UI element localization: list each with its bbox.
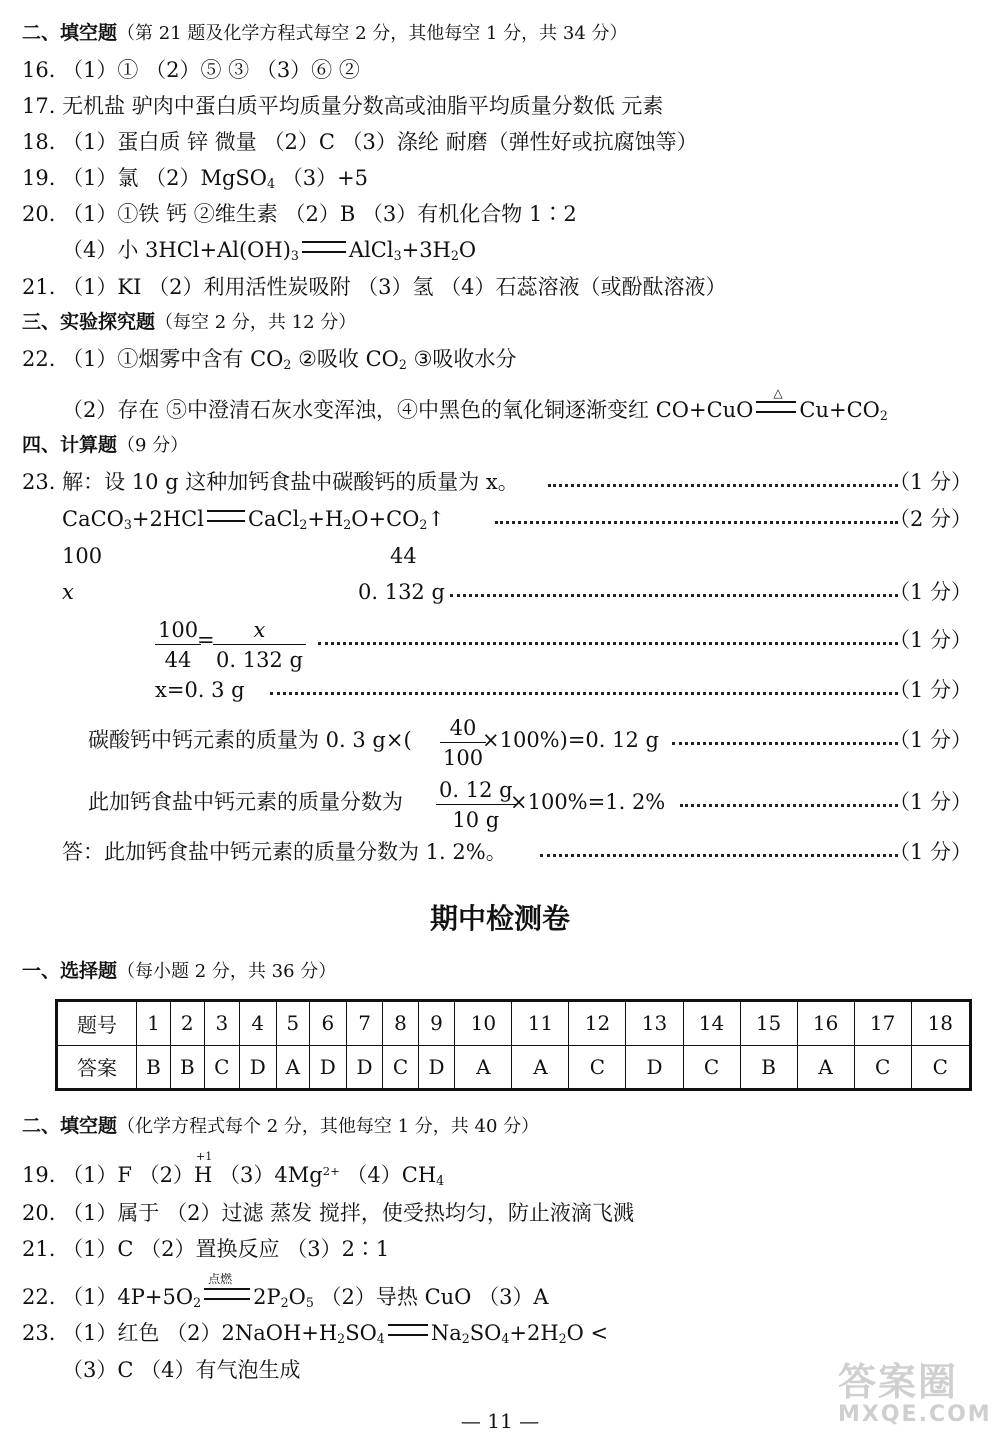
mid-23-sub2: 2 bbox=[337, 1331, 346, 1347]
eq-part-a: CaCO bbox=[62, 507, 124, 531]
section-heading-label: 二、填空题 bbox=[22, 22, 118, 44]
table-cell-number: 13 bbox=[626, 1001, 683, 1046]
mid-19-h-valence bbox=[194, 1150, 213, 1187]
valence-mark: +1 bbox=[196, 1150, 213, 1163]
answer-22b-text: （2）存在 ⑤中澄清石灰水变浑浊，④中黑色的氧化铜逐渐变红 CO+CuO bbox=[62, 398, 754, 422]
section-heading-note: （第 21 题及化学方程式每空 2 分，其他每空 1 分，共 34 分） bbox=[117, 23, 628, 44]
table-cell-answer: C bbox=[911, 1045, 970, 1090]
mid-19-b: （3）4Mg bbox=[212, 1163, 323, 1187]
eq-part-b: +2HCl bbox=[131, 507, 204, 531]
hydrogen-symbol: H bbox=[194, 1163, 213, 1187]
unknown-x: x bbox=[62, 580, 74, 604]
section-heading-note: （每空 2 分，共 12 分） bbox=[155, 312, 357, 333]
table-cell-number: 6 bbox=[309, 1001, 346, 1046]
watermark-logo bbox=[838, 1360, 992, 1438]
table-cell-number: 1 bbox=[137, 1001, 171, 1046]
table-cell-number: 15 bbox=[740, 1001, 797, 1046]
mid-22-a: 22. （1）4P+5O bbox=[22, 1285, 194, 1309]
mid-answer-19 bbox=[22, 1150, 445, 1189]
mid-23-c: Na bbox=[430, 1321, 462, 1345]
mid-22-c: O bbox=[288, 1285, 306, 1309]
solution-answer: 答：此加钙食盐中钙元素的质量分数为 1. 2%。 bbox=[62, 840, 507, 864]
fraction-denominator: 0. 132 g bbox=[216, 648, 303, 672]
answer-20b-sub3b: 3 bbox=[393, 248, 402, 264]
score-mark: （1 分） bbox=[888, 580, 972, 604]
section-heading-label: 三、实验探究题 bbox=[22, 311, 156, 333]
eq-sub2b: 2 bbox=[343, 517, 352, 533]
section-heading-note: （化学方程式每个 2 分，其他每空 1 分，共 40 分） bbox=[117, 1116, 540, 1137]
table-cell-answer: B bbox=[740, 1045, 797, 1090]
table-cell-number: 16 bbox=[797, 1001, 854, 1046]
table-row-answers bbox=[57, 1045, 971, 1090]
table-cell-number: 14 bbox=[683, 1001, 740, 1046]
answer-19-text: 19. （1）氯 （2）MgSO bbox=[22, 166, 268, 190]
table-cell-answer: C bbox=[383, 1045, 418, 1090]
dotted-leader bbox=[495, 521, 898, 524]
mid-22-d: （2）导热 CuO （3）A bbox=[313, 1285, 549, 1309]
mid-19-sup: 2+ bbox=[322, 1164, 340, 1179]
table-header-label: 题号 bbox=[57, 1001, 137, 1046]
solution-mass-fraction: 此加钙食盐中钙元素的质量分数为 bbox=[88, 790, 403, 814]
dotted-leader bbox=[270, 692, 898, 695]
score-mark: （1 分） bbox=[888, 470, 972, 494]
answer-20b-sub3: 3 bbox=[290, 248, 299, 264]
dotted-leader bbox=[450, 594, 898, 597]
fraction-numerator: 100 bbox=[155, 618, 201, 645]
answer-22a-sub2: 2 bbox=[398, 357, 407, 373]
fraction-x-mass bbox=[213, 618, 306, 672]
table-cell-number: 3 bbox=[204, 1001, 239, 1046]
section-heading-fill-in bbox=[22, 24, 628, 43]
table-cell-number: 11 bbox=[512, 1001, 569, 1046]
answer-20b-sub2: 2 bbox=[450, 248, 459, 264]
eq-part-c: CaCl bbox=[247, 507, 300, 531]
table-cell-answer: C bbox=[854, 1045, 911, 1090]
table-cell-number: 4 bbox=[239, 1001, 276, 1046]
section-heading-experiment bbox=[22, 313, 356, 332]
score-mark: （1 分） bbox=[888, 790, 972, 814]
mid-19-a: 19. （1）F （2） bbox=[22, 1163, 195, 1187]
score-mark: （1 分） bbox=[888, 840, 972, 864]
eq-part-e: O+CO bbox=[351, 507, 420, 531]
fraction-numerator: x bbox=[213, 618, 306, 645]
answer-line-18: 18. （1）蛋白质 锌 微量 （2）C （3）涤纶 耐磨（弹性好或抗腐蚀等） bbox=[22, 130, 698, 154]
answer-22b-sub: 2 bbox=[879, 408, 888, 424]
section-heading-note: （9 分） bbox=[117, 435, 189, 456]
watermark-text: 答案圈 bbox=[838, 1360, 959, 1404]
table-cell-answer: D bbox=[626, 1045, 683, 1090]
mid-23-b: SO bbox=[345, 1321, 377, 1345]
mid-23-sub2b: 2 bbox=[461, 1331, 470, 1347]
mid-22-sub: 2 bbox=[193, 1295, 202, 1311]
answer-22a-sub: 2 bbox=[283, 357, 292, 373]
table-cell-answer: D bbox=[239, 1045, 276, 1090]
exam-title: 期中检测卷 bbox=[429, 902, 570, 935]
equals-arrow bbox=[207, 510, 245, 522]
answer-22a-mid: ②吸收 CO bbox=[291, 347, 399, 371]
answer-line-21: 21. （1）KI （2）利用活性炭吸附 （3）氢 （4）石蕊溶液（或酚酞溶液） bbox=[22, 275, 727, 299]
table-cell-number: 18 bbox=[911, 1001, 970, 1046]
mid-answer-20: 20. （1）属于 （2）过滤 蒸发 搅拌，使受热均匀，防止液滴飞溅 bbox=[22, 1201, 634, 1225]
mid-answer-23-line2: （3）C （4）有气泡生成 bbox=[62, 1358, 301, 1382]
table-cell-answer: C bbox=[204, 1045, 239, 1090]
mid-23-d: SO bbox=[469, 1321, 502, 1345]
molar-mass-caco3: 100 bbox=[62, 544, 103, 568]
table-cell-number: 12 bbox=[569, 1001, 626, 1046]
answer-line-22b bbox=[62, 386, 888, 424]
eq-sub3: 3 bbox=[123, 517, 132, 533]
table-cell-number: 17 bbox=[854, 1001, 911, 1046]
table-cell-answer: D bbox=[309, 1045, 346, 1090]
table-answer-label: 答案 bbox=[57, 1045, 137, 1090]
answer-22a-text: 22. （1）①烟雾中含有 CO bbox=[22, 347, 284, 371]
table-cell-answer: A bbox=[455, 1045, 512, 1090]
solution-calcium-mass-tail: ×100%)=0. 12 g bbox=[482, 728, 659, 752]
score-mark: （2 分） bbox=[888, 507, 972, 531]
equals-arrow-heat bbox=[756, 386, 796, 413]
equals-arrow-ignite bbox=[204, 1272, 250, 1300]
eq-sub2a: 2 bbox=[299, 517, 308, 533]
fraction-numerator: 0. 12 g bbox=[436, 778, 516, 805]
answer-19-sub: 4 bbox=[267, 176, 276, 192]
fraction-denominator: 10 g bbox=[452, 808, 500, 832]
score-mark: （1 分） bbox=[888, 678, 972, 702]
table-cell-answer: C bbox=[569, 1045, 626, 1090]
section-heading-note: （每小题 2 分，共 36 分） bbox=[117, 961, 337, 982]
table-cell-answer: A bbox=[276, 1045, 309, 1090]
dotted-leader bbox=[680, 804, 898, 807]
answer-22a-end: ③吸收水分 bbox=[406, 347, 517, 371]
answer-20b-tail: +3H bbox=[401, 238, 451, 262]
section-heading-choice bbox=[22, 962, 336, 981]
fraction-denominator: 44 bbox=[164, 648, 192, 672]
table-cell-answer: A bbox=[512, 1045, 569, 1090]
gas-arrow: ↑ bbox=[427, 507, 446, 531]
equals-arrow bbox=[388, 1324, 428, 1336]
equals-sign: = bbox=[197, 628, 215, 652]
mid-19-sub: 4 bbox=[436, 1173, 445, 1189]
mid-22-sub2: 2 bbox=[280, 1295, 289, 1311]
fraction-40-100 bbox=[440, 716, 486, 770]
table-cell-number: 9 bbox=[418, 1001, 455, 1046]
answer-line-20b bbox=[62, 240, 476, 263]
mid-19-c: （4）CH bbox=[339, 1163, 437, 1187]
solution-mass-fraction-tail: ×100%=1. 2% bbox=[510, 790, 666, 814]
section-heading-label: 一、选择题 bbox=[22, 960, 118, 982]
table-cell-number: 5 bbox=[276, 1001, 309, 1046]
fraction-denominator: 100 bbox=[443, 746, 484, 770]
solution-equation bbox=[62, 509, 445, 532]
mid-23-a: 23. （1）红色 （2）2NaOH+H bbox=[22, 1321, 338, 1345]
answer-20b-pre: （4）小 3HCl+Al(OH) bbox=[62, 238, 291, 262]
section-heading-label: 四、计算题 bbox=[22, 434, 118, 456]
table-cell-number: 10 bbox=[455, 1001, 512, 1046]
dotted-leader bbox=[318, 642, 898, 645]
ignite-condition: 点燃 bbox=[208, 1272, 233, 1286]
score-mark: （1 分） bbox=[888, 628, 972, 652]
section-heading-label: 二、填空题 bbox=[22, 1115, 118, 1137]
table-cell-number: 2 bbox=[170, 1001, 204, 1046]
score-mark: （1 分） bbox=[888, 728, 972, 752]
answer-line-16: 16. （1）① （2）⑤ ③ （3）⑥ ② bbox=[22, 58, 360, 82]
heat-symbol: △ bbox=[773, 386, 783, 400]
dotted-leader bbox=[540, 854, 898, 857]
dotted-leader bbox=[672, 742, 898, 745]
section-heading-fill-in-2 bbox=[22, 1117, 539, 1136]
mid-23-e: +2H bbox=[509, 1321, 559, 1345]
mid-23-sub2c: 2 bbox=[558, 1331, 567, 1347]
fraction-numerator: 40 bbox=[440, 716, 486, 743]
table-cell-answer: D bbox=[418, 1045, 455, 1090]
answer-22b-end: Cu+CO bbox=[799, 398, 880, 422]
section-heading-calculation bbox=[22, 436, 188, 455]
answer-line-19 bbox=[22, 168, 368, 191]
solution-calcium-mass: 碳酸钙中钙元素的质量为 0. 3 g×( bbox=[88, 728, 412, 752]
mid-23-sub4: 4 bbox=[376, 1331, 385, 1347]
table-cell-answer: D bbox=[346, 1045, 383, 1090]
table-row-numbers bbox=[57, 1001, 971, 1046]
table-cell-answer: B bbox=[170, 1045, 204, 1090]
mid-22-sub5: 5 bbox=[305, 1295, 314, 1311]
equals-arrow bbox=[302, 241, 346, 253]
mid-22-b: 2P bbox=[253, 1285, 281, 1309]
answer-line-22a bbox=[22, 349, 516, 372]
answer-20b-end: O bbox=[458, 238, 477, 262]
mid-23-sub4b: 4 bbox=[501, 1331, 510, 1347]
eq-part-d: +H bbox=[307, 507, 344, 531]
dotted-leader bbox=[548, 484, 898, 487]
answer-table bbox=[55, 999, 972, 1091]
answer-19-tail: （3）+5 bbox=[275, 166, 369, 190]
table-cell-answer: B bbox=[137, 1045, 171, 1090]
table-cell-number: 8 bbox=[383, 1001, 418, 1046]
page-number: — 11 — bbox=[460, 1409, 540, 1433]
mid-answer-21: 21. （1）C （2）置换反应 （3）2∶1 bbox=[22, 1237, 390, 1261]
mid-23-f: O < bbox=[566, 1321, 609, 1345]
answer-line-20a: 20. （1）①铁 钙 ②维生素 （2）B （3）有机化合物 1∶2 bbox=[22, 202, 577, 226]
watermark-url: MXQE.COM bbox=[838, 1402, 992, 1427]
mid-answer-22 bbox=[22, 1272, 549, 1311]
molar-mass-co2: 44 bbox=[390, 544, 417, 568]
table-cell-number: 7 bbox=[346, 1001, 383, 1046]
solution-line-1: 23. 解：设 10 g 这种加钙食盐中碳酸钙的质量为 x。 bbox=[22, 470, 519, 494]
table-cell-answer: C bbox=[683, 1045, 740, 1090]
table-cell-answer: A bbox=[797, 1045, 854, 1090]
answer-line-17: 17. 无机盐 驴肉中蛋白质平均质量分数高或油脂平均质量分数低 元素 bbox=[22, 94, 664, 118]
fraction-100-44 bbox=[155, 618, 201, 672]
fraction-0.12-10 bbox=[436, 778, 516, 832]
eq-sub2c: 2 bbox=[419, 517, 428, 533]
mid-answer-23 bbox=[22, 1323, 608, 1346]
solution-x-result: x=0. 3 g bbox=[155, 678, 245, 702]
mass-co2: 0. 132 g bbox=[358, 580, 445, 604]
answer-20b-post: AlCl bbox=[348, 238, 394, 262]
